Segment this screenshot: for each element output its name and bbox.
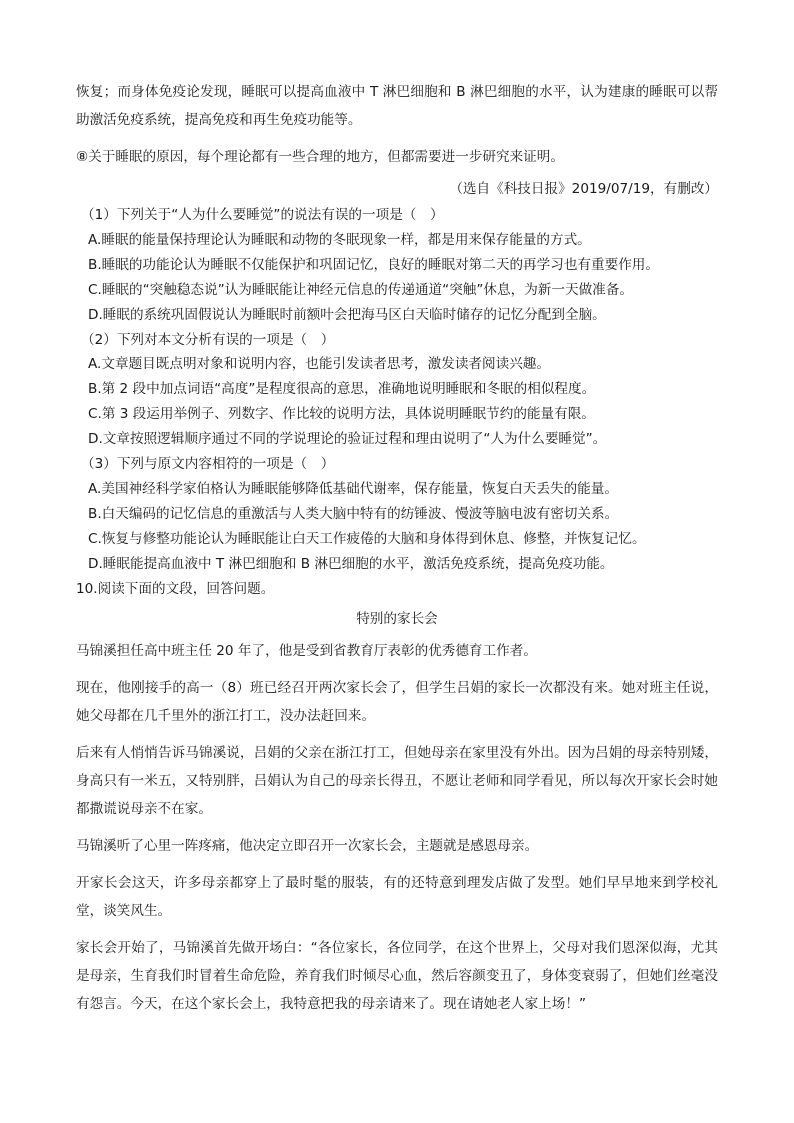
- story-paragraph: 开家长会这天，许多母亲都穿上了最时髦的服装，有的还特意到理发店做了发型。她们早早地来到学校礼堂，谈笑风生。: [76, 874, 718, 919]
- option-c: C.第 3 段运用举例子、列数字、作比较的说明方法，具体说明睡眠节约的能量有限。: [88, 406, 595, 423]
- question-1: [76, 203, 718, 328]
- story-paragraph: 家长会开始了，马锦溪首先做开场白：“各位家长，各位同学，在这个世界上，父母对我们恩深似海，尤其是母亲，生育我们时冒着生命危险，养育我们时倾尽心血，然后容颜变丑了，身体变衰弱了，但她们丝毫没有怨言。今天，在这个家长会上，我特意把我的母亲请来了。现在请她老人家上场！”: [76, 939, 718, 1012]
- option-c: C.睡眠的“突触稳态说”认为睡眠能让神经元信息的传递通道“突触”休息，为新一天做准备。: [88, 281, 633, 298]
- question-stem: （1）下列关于“人为什么要睡觉”的说法有误的一项是（ ）: [81, 207, 444, 223]
- story-paragraph: 马锦溪听了心里一阵疼痛，他决定立即召开一次家长会，主题就是感恩母亲。: [76, 837, 539, 854]
- story-paragraph: 马锦溪担任高中班主任 20 年了，他是受到省教育厅表彰的优秀德育工作者。: [76, 642, 537, 659]
- passage-paragraph-7-tail: 恢复；而身体免疫论发现，睡眠可以提高血液中 T 淋巴细胞和 B 淋巴细胞的水平，认为建康的睡眠可以帮助激活免疫系统，提高免疫和再生免疫功能等。: [76, 84, 718, 128]
- question-10-instruction: 10.阅读下面的文段，回答问题。: [76, 580, 275, 597]
- option-b: B.白天编码的记忆信息的重激活与人类大脑中特有的纺锤波、慢波等脑电波有密切关系。: [88, 505, 619, 522]
- story-paragraph: 现在，他刚接手的高一（8）班已经召开两次家长会了，但学生吕娟的家长一次都没有来。她对班主任说，她父母都在几千里外的浙江打工，没办法赶回来。: [76, 679, 718, 724]
- passage-paragraph-8: ⑧关于睡眠的原因，每个理论都有一些合理的地方，但都需要进一步研究来证明。: [76, 149, 564, 165]
- story-title: 特别的家长会: [356, 610, 438, 627]
- question-3: [76, 452, 718, 577]
- question-2: [76, 328, 718, 453]
- story-paragraph: 后来有人悄悄告诉马锦溪说，吕娟的父亲在浙江打工，但她母亲在家里没有外出。因为吕娟的母亲特别矮，身高只有一米五，又特别胖，吕娟认为自己的母亲长得丑，不愿让老师和同学看见，所以每次开家长会时她都撒谎说母亲不在家。: [76, 744, 718, 817]
- question-stem: （3）下列与原文内容相符的一项是（ ）: [81, 456, 335, 473]
- option-a: A.文章题目既点明对象和说明内容，也能引发读者思考，激发读者阅读兴趣。: [88, 356, 550, 373]
- option-b: B.睡眠的功能论认为睡眠不仅能保护和巩固记忆，良好的睡眠对第二天的再学习也有重要作用。: [88, 256, 659, 273]
- document-page: [76, 78, 718, 1027]
- option-a: A.美国神经科学家伯格认为睡眠能够降低基础代谢率，保存能量，恢复白天丢失的能量。: [88, 480, 618, 497]
- option-d: D.文章按照逻辑顺序通过不同的学说理论的验证过程和理由说明了“人为什么要睡觉”。: [88, 431, 607, 448]
- option-a: A.睡眠的能量保持理论认为睡眠和动物的冬眠现象一样，都是用来保存能量的方式。: [88, 231, 591, 248]
- option-c: C.恢复与修整功能论认为睡眠能让白天工作疲倦的大脑和身体得到休息、修整，并恢复记忆。: [88, 530, 646, 547]
- source-citation: （选自《科技日报》2019/07/19，有删改）: [449, 181, 718, 197]
- option-b: B.第 2 段中加点词语“高度”是程度很高的意思，准确地说明睡眠和冬眠的相似程度。: [88, 381, 596, 398]
- option-d: D.睡眠能提高血液中 T 淋巴细胞和 B 淋巴细胞的水平，激活免疫系统，提高免疫功能。: [88, 555, 614, 572]
- question-stem: （2）下列对本文分析有误的一项是（ ）: [81, 331, 335, 348]
- option-d: D.睡眠的系统巩固假说认为睡眠时前额叶会把海马区白天临时储存的记忆分配到全脑。: [88, 306, 606, 323]
